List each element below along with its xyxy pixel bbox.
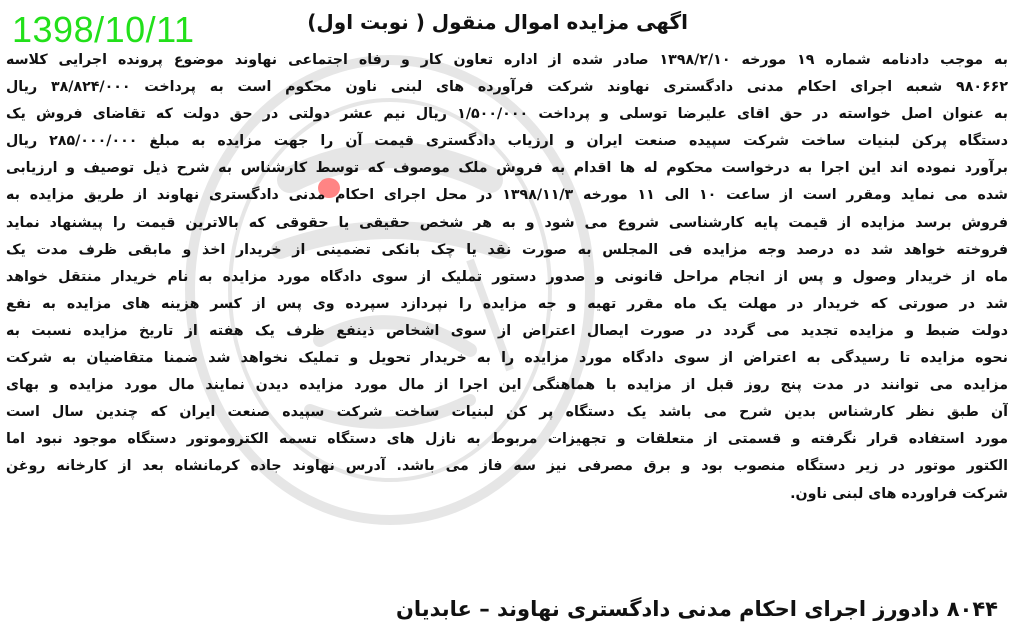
body-line: آن طبق نظر کارشناس بدین شرح می باشد یک دستگاه پر کن لبنیات ساخت شرکت سپیده صنعت ایران که چندین سال است — [6, 404, 1008, 421]
body-line: مورد استفاده قرار نگرفته و قسمتی از متعلقات و تجهیزات مربوط به نازل های دستگاه تسمه الکتروموتور دستگاه موجود نبود اما — [6, 431, 1008, 448]
notice-signature: ۸۰۴۴ دادورز اجرای احکام مدنی دادگستری نهاوند – عابدیان — [395, 597, 998, 621]
body-line: به موجب دادنامه شماره ۱۹ مورخه ۱۳۹۸/۲/۱۰ صادر شده از اداره تعاون کار و رفاه اجتماعی نهاوند موضوع پرونده اجرایی کلاسه — [6, 52, 1008, 68]
notice-body — [6, 47, 1008, 508]
body-line: ماه از خریدار وصول و پس از انجام مراحل قانونی و صدور دستور تملیک از سوی دادگاه مورد مزایده به نام خریدار منتقل خواهد — [6, 268, 1008, 285]
notice-title: اگهی مزایده اموال منقول ( نوبت اول) — [307, 10, 688, 34]
body-line: به عنوان اصل خواسته در حق اقای علیرضا توسلی و پرداخت ۱/۵۰۰/۰۰۰ ریال نیم عشر دولتی در حق دولت که تقاضای فروش یک — [6, 106, 1008, 123]
body-line: نحوه مزایده تا رسیدگی به اعتراض از سوی دادگاه مورد مزایده را به خریدار تحویل و تملیک نخواهد شد ضمنا متقاضیان به شرکت — [6, 350, 1008, 367]
body-line: ۹۸۰۶۶۲ شعبه اجرای احکام مدنی دادگستری نهاوند شرکت فرآورده های لبنی ناون محکوم است به پرداخت ۳۸/۸۲۴/۰۰۰ ریال — [6, 79, 1008, 96]
body-line: فروش برسد مزایده از قیمت پایه کارشناسی شروع می شود و به هر شخص حقیقی یا حقوقی که بالاترین قیمت را پیشنهاد نماید — [6, 214, 1008, 231]
body-line: شد در صورتی که خریدار در مهلت یک ماه مقرر تهیه و جه مزایده را نپردازد سپرده وی پس از کسر هزینه های مزایده به نفع — [6, 295, 1008, 312]
body-line: دستگاه پرکن لبنیات ساخت شرکت سپیده صنعت ایران و ارزیاب دادگستری قیمت آن را جهت مزایده به مبلغ ۲۸۵/۰۰۰/۰۰۰ ریال — [6, 133, 1008, 150]
body-line: الکتور موتور در زیر دستگاه منصوب بود و برق مصرفی نیز سه فاز می باشد. آدرس نهاوند جاده کرمانشاه بعد از کارخانه روغن — [6, 458, 1008, 475]
body-line: فروخته خواهد شد ده درصد وجه مزایده فی المجلس به صورت نقد یا چک بانکی تضمینی از خریدار اخذ و مابقی ظرف مدت یک — [6, 241, 1008, 258]
body-line: شده می نماید ومقرر است از ساعت ۱۰ الی ۱۱ مورخه ۱۳۹۸/۱۱/۳ در محل اجرای احکام مدنی دادگستری نهاوند از طریق مزایده به — [6, 187, 1008, 204]
body-line: شرکت فراورده های لبنی ناون. — [790, 485, 1008, 502]
date-stamp: 1398/10/11 — [12, 9, 195, 50]
body-line: مزایده می توانند در مدت پنج روز قبل از مزایده با هماهنگی این اجرا از مال مورد مزایده دیدن نمایند مال مورد مزایده و بهای — [6, 377, 1008, 394]
body-line: برآورد نموده اند این اجرا به درخواست محکوم له ها اقدام به فروش ملک موصوف که توسط کارشناس به شرح ذیل توصیف و ارزیابی — [6, 160, 1008, 177]
body-line: دولت ضبط و مزایده تجدید می گردد در صورت ایصال اعتراض از سوی اشخاص ذینفع ظرف یک هفته از تاریخ مزایده نسبت به — [6, 322, 1008, 339]
